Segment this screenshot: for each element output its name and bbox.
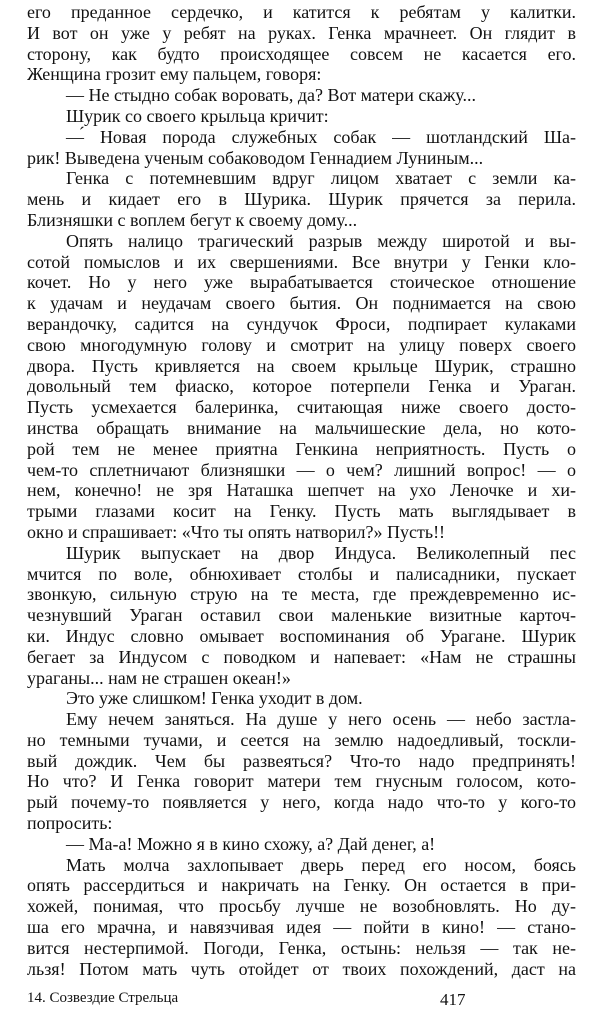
text-line: Опять налицо трагический разрыв между широтой и вы- xyxy=(66,230,576,251)
text-line: чем-то сплетничают близняшки — о чем? лишний вопрос! — о xyxy=(27,459,576,480)
text-line: — Не стыдно собак воровать, да? Вот матери скажу... xyxy=(66,85,476,106)
text-line: нем, конечно! не зря Наташка шепчет на ухо Леночке и хи- xyxy=(27,480,576,501)
text-line: попросить: xyxy=(27,813,113,834)
paragraph xyxy=(27,127,576,169)
text-line: Ему нечем заняться. На душе у него осень — небо застла- xyxy=(66,709,576,730)
text-line: — Ма-а! Можно я в кино схожу, а? Дай денег, а! xyxy=(66,833,436,854)
paragraph xyxy=(27,168,576,230)
text-line: чезнувший Ураган оставил свои маленькие визитные карточ- xyxy=(27,605,576,626)
text-line: звонкую, сильную струю на те места, где преждевременно ис- xyxy=(27,584,576,605)
paragraph xyxy=(27,543,576,689)
body-text xyxy=(27,2,576,979)
text-line: Близняшки с воплем бегут к своему дому... xyxy=(27,209,358,230)
text-line: ша его мрачна, и навязчивая идея — пойти в кино! — стано- xyxy=(27,917,576,938)
paragraph xyxy=(27,106,576,127)
text-line: сторону, как будто происходящее совсем не касается его. xyxy=(27,43,576,64)
text-line: мчится по воле, обнюхивает столбы и палисадники, пускает xyxy=(27,563,576,584)
text-line: Генка с потемневшим вдруг лицом хватает с земли ка- xyxy=(66,168,576,189)
paragraph xyxy=(27,85,576,106)
text-line: Но что? И Генка говорит матери тем гнусным голосом, кото- xyxy=(27,771,576,792)
text-line: Мать молча захлопывает дверь перед его носом, боясь xyxy=(66,854,576,875)
text-line: Это уже слишком! Генка уходит в дом. xyxy=(66,688,363,709)
text-line: но темными тучами, и сеется на землю надоедливый, тоскли- xyxy=(27,729,576,750)
text-line: бегает за Индусом с поводком и напевает: «Нам не страшны xyxy=(27,646,576,667)
text-line: —́ Новая порода служебных собак — шотландский Ша- xyxy=(66,126,576,147)
text-line: хожей, понимая, что просьбу лучше не возобновлять. Но ду- xyxy=(27,896,576,917)
paragraph xyxy=(27,688,576,709)
text-line: двора. Пусть кривляется на своем крыльце Шурик, страшно xyxy=(27,355,576,376)
text-line: сотой помыслов и их свершениями. Все внутри у Генки кло- xyxy=(27,251,576,272)
text-line: Пусть усмехается балеринка, считающая ниже своего досто- xyxy=(27,397,576,418)
text-line: рой тем не менее приятна Генкина неприятность. Пусть о xyxy=(27,438,576,459)
text-line: рик! Выведена ученым собаководом Геннадием Луниным... xyxy=(27,147,484,168)
text-line: кочет. Но у него уже вырабатывается стоическое отношение xyxy=(27,272,576,293)
text-line: свою многодумную голову и смотрит на улицу поверх своего xyxy=(27,334,576,355)
text-line: Женщина грозит ему пальцем, говоря: xyxy=(27,64,322,85)
text-line: ки. Индус словно омывает воспоминания об Урагане. Шурик xyxy=(27,625,576,646)
text-line: мень и кидает его в Шурика. Шурик прячется за перила. xyxy=(27,189,576,210)
page-number: 417 xyxy=(440,990,466,1009)
text-line: И вот он уже у ребят на руках. Генка мрачнеет. Он глядит в xyxy=(27,22,576,43)
text-line: довольный тем фиаско, которое потерпели Генка и Ураган. xyxy=(27,376,576,397)
text-line: верандочку, садится на сундучок Фроси, подпирает кулаками xyxy=(27,313,576,334)
paragraph xyxy=(27,834,576,855)
paragraph xyxy=(27,855,576,980)
text-line: льзя! Потом мать чуть отойдет от твоих похождений, даст на xyxy=(27,958,576,979)
text-line: инства обращать внимание на мальчишеские дела, но кото- xyxy=(27,417,576,438)
paragraph xyxy=(27,231,576,543)
text-line: окно и спрашивает: «Что ты опять натворил?» Пусть!! xyxy=(27,521,446,542)
chapter-title: 14. Созвездие Стрельца xyxy=(27,990,179,1006)
text-line: к удачам и неудачам своего бытия. Он поднимается на свою xyxy=(27,293,576,314)
text-line: трыми глазами косит на Генку. Пусть мать выглядывает в xyxy=(27,501,576,522)
text-line: опять рассердиться и накричать на Генку. Он остается в при- xyxy=(27,875,576,896)
text-line: вый дождик. Чем бы развеяться? Что-то надо предпринять! xyxy=(27,750,576,771)
text-line: Шурик выпускает на двор Индуса. Великолепный пес xyxy=(66,542,576,563)
text-line: Шурик со своего крыльца кричит: xyxy=(66,105,329,126)
text-line: его преданное сердечко, и катится к ребятам у калитки. xyxy=(27,2,576,22)
text-line: ураганы... нам не страшен океан!» xyxy=(27,667,291,688)
paragraph xyxy=(27,2,576,85)
text-line: рый почему-то появляется у него, когда надо что-то у кого-то xyxy=(27,792,576,813)
paragraph xyxy=(27,709,576,834)
text-line: вится нестерпимой. Погоди, Генка, остынь: нельзя — так не- xyxy=(27,937,576,958)
